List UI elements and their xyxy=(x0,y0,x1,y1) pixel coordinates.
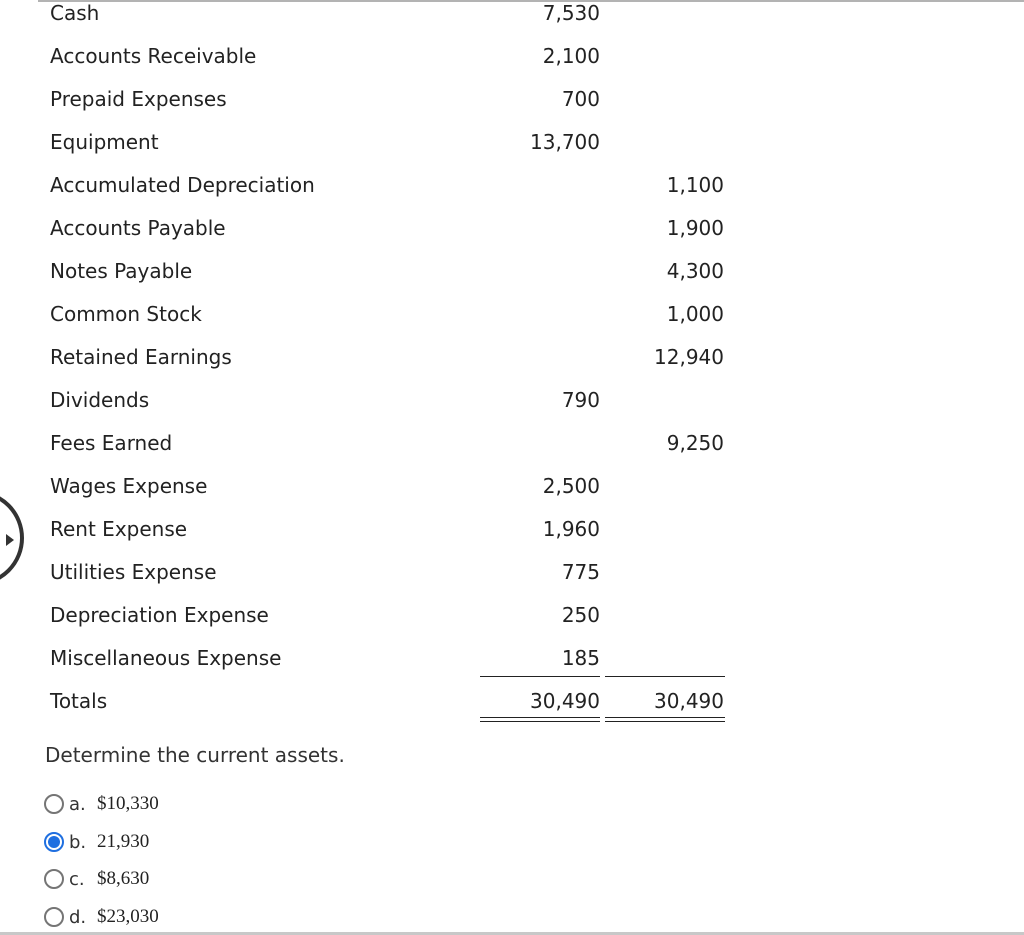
question-prompt: Determine the current assets. xyxy=(45,743,345,767)
radio-button-c[interactable] xyxy=(44,869,64,889)
table-row xyxy=(0,428,740,458)
table-row xyxy=(0,514,740,544)
account-name: Dividends xyxy=(50,388,150,412)
debit-amount: 700 xyxy=(561,87,600,111)
account-name: Accounts Payable xyxy=(50,216,226,240)
table-row xyxy=(0,41,740,71)
account-name: Cash xyxy=(50,1,100,25)
option-c[interactable] xyxy=(44,864,149,894)
account-name: Prepaid Expenses xyxy=(50,87,227,111)
debit-total-double-rule xyxy=(480,717,600,722)
table-row xyxy=(0,600,740,630)
option-value: $23,030 xyxy=(97,906,159,927)
account-name: Retained Earnings xyxy=(50,345,232,369)
debit-amount: 1,960 xyxy=(542,517,600,541)
option-d[interactable] xyxy=(44,902,159,932)
option-letter: b. xyxy=(69,831,87,853)
totals-row xyxy=(0,686,740,716)
debit-total: 30,490 xyxy=(530,689,600,713)
credit-amount: 1,900 xyxy=(666,216,724,240)
account-name: Equipment xyxy=(50,130,159,154)
debit-subtotal-rule xyxy=(480,676,600,677)
account-name: Depreciation Expense xyxy=(50,603,269,627)
radio-button-b-selected[interactable] xyxy=(44,832,64,852)
debit-amount: 2,100 xyxy=(542,44,600,68)
credit-amount: 4,300 xyxy=(666,259,724,283)
debit-amount: 185 xyxy=(561,646,600,670)
table-row xyxy=(0,342,740,372)
account-name: Wages Expense xyxy=(50,474,208,498)
table-row xyxy=(0,299,740,329)
debit-amount: 2,500 xyxy=(542,474,600,498)
debit-amount: 13,700 xyxy=(530,130,600,154)
debit-amount: 775 xyxy=(561,560,600,584)
account-name: Fees Earned xyxy=(50,431,173,455)
credit-amount: 1,100 xyxy=(666,173,724,197)
table-row xyxy=(0,213,740,243)
account-name: Rent Expense xyxy=(50,517,188,541)
debit-amount: 250 xyxy=(561,603,600,627)
account-name: Accounts Receivable xyxy=(50,44,257,68)
table-row xyxy=(0,0,740,28)
option-value: $8,630 xyxy=(97,868,150,889)
option-value: $10,330 xyxy=(97,793,159,814)
credit-amount: 9,250 xyxy=(666,431,724,455)
table-row xyxy=(0,385,740,415)
option-a[interactable] xyxy=(44,789,159,819)
credit-amount: 1,000 xyxy=(666,302,724,326)
totals-label: Totals xyxy=(50,689,108,713)
option-b[interactable] xyxy=(44,827,149,857)
option-letter: a. xyxy=(69,793,86,815)
table-row xyxy=(0,127,740,157)
credit-amount: 12,940 xyxy=(654,345,724,369)
debit-amount: 7,530 xyxy=(542,1,600,25)
option-letter: d. xyxy=(69,906,87,928)
radio-button-d[interactable] xyxy=(44,907,64,927)
table-row xyxy=(0,643,740,673)
account-name: Utilities Expense xyxy=(50,560,217,584)
credit-subtotal-rule xyxy=(605,676,725,677)
table-row xyxy=(0,471,740,501)
table-row xyxy=(0,256,740,286)
credit-total-double-rule xyxy=(605,717,725,722)
account-name: Common Stock xyxy=(50,302,202,326)
table-row xyxy=(0,557,740,587)
radio-button-a[interactable] xyxy=(44,794,64,814)
table-row xyxy=(0,84,740,114)
account-name: Accumulated Depreciation xyxy=(50,173,315,197)
debit-amount: 790 xyxy=(561,388,600,412)
option-value: 21,930 xyxy=(97,831,150,852)
option-letter: c. xyxy=(69,868,85,890)
credit-total: 30,490 xyxy=(654,689,724,713)
account-name: Notes Payable xyxy=(50,259,193,283)
account-name: Miscellaneous Expense xyxy=(50,646,282,670)
table-row xyxy=(0,170,740,200)
